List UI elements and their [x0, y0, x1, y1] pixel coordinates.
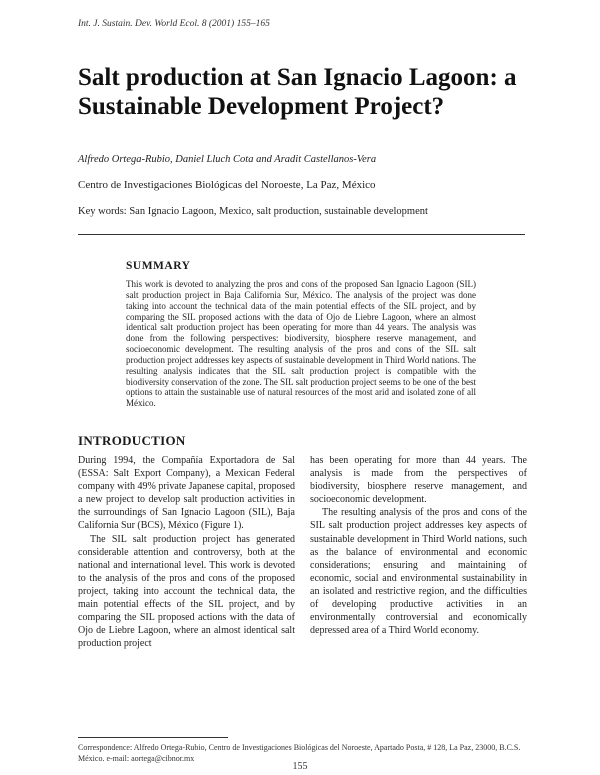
introduction-paragraph: has been operating for more than 44 years. The analysis is made from the perspectives of biodiversity, biosphere reserve management, and socioeconomic development. — [310, 455, 527, 506]
introduction-paragraph: The resulting analysis of the pros and cons of the SIL salt production project addresses key aspects of sustainable development in Third World nations, such as the balance of environmental and economic considerations; ensuring and maintaining of economic, social and environmental sustainability in an isolated and restrictive region, and the difficulties of developing productive activities in an environmentally controversial and economically depressed area of a Third World economy. — [310, 507, 527, 637]
introduction-heading: INTRODUCTION — [78, 433, 186, 448]
correspondence-note: Correspondence: Alfredo Ortega-Rubio, Centro de Investigaciones Biológicas del Noroeste, Apartado Posta, # 128, La Paz, 23000, B.C.S. México. e-mail: aortega@cibnor.mx — [78, 743, 521, 763]
introduction-paragraph: During 1994, the Compañía Exportadora de Sal (ESSA: Salt Export Company), a Mexican Federal company with 49% private Japanese capital, proposed a new project to develop salt production activities in the surroundings of San Ignacio Lagoon (SIL), Baja California Sur (BCS), México (Figure 1). — [78, 455, 295, 532]
footnote-rule — [78, 737, 228, 738]
introduction-paragraph: The SIL salt production project has generated considerable attention and controversy, both at the national and international level. This work is devoted to the analysis of the pros and cons of the proposed project, taking into account the technical data, the main potential effects of the SIL project, and by comparing the SIL proposed actions with the data of Ojo de Liebre Lagoon, where an almost identical salt production project — [78, 533, 295, 650]
summary-text: This work is devoted to analyzing the pros and cons of the proposed San Ignacio Lagoon (SIL) salt production project in Baja California Sur, México. The analysis of the project was done taking into account the technical data of the main potential effects of the SIL project, and by comparing the SIL proposed actions with the data of Ojo de Liebre Lagoon, where an almost identical salt production project has been operating for more than 44 years. The analysis was done from the following perspectives: biodiversity, biosphere reserve management, and socioeconomic development. The resulting analysis of the pros and cons of the SIL salt production project addresses key aspects of sustainable development in Third World nations. The resulting analysis indicates that the SIL salt production project is compatible with the biodiversity conservation of the zone. The SIL salt production project seems to be one of the best options to attain the sustainable use of natural resources of the most arid and isolated zone of all México. — [126, 279, 476, 409]
header-rule — [78, 234, 525, 235]
introduction-left-column — [78, 454, 295, 650]
page-number: 155 — [292, 761, 308, 772]
keywords-line: Key words: San Ignacio Lagoon, Mexico, salt production, sustainable development — [78, 206, 428, 217]
summary-heading: SUMMARY — [126, 260, 191, 272]
author-affiliation: Centro de Investigaciones Biológicas del Noroeste, La Paz, México — [78, 179, 376, 191]
article-authors: Alfredo Ortega-Rubio, Daniel Lluch Cota and Aradit Castellanos-Vera — [78, 154, 377, 165]
journal-reference: Int. J. Sustain. Dev. World Ecol. 8 (2001) 155–165 — [78, 19, 270, 29]
article-title: Salt production at San Ignacio Lagoon: a Sustainable Development Project? — [78, 64, 517, 120]
introduction-right-column — [310, 454, 527, 637]
